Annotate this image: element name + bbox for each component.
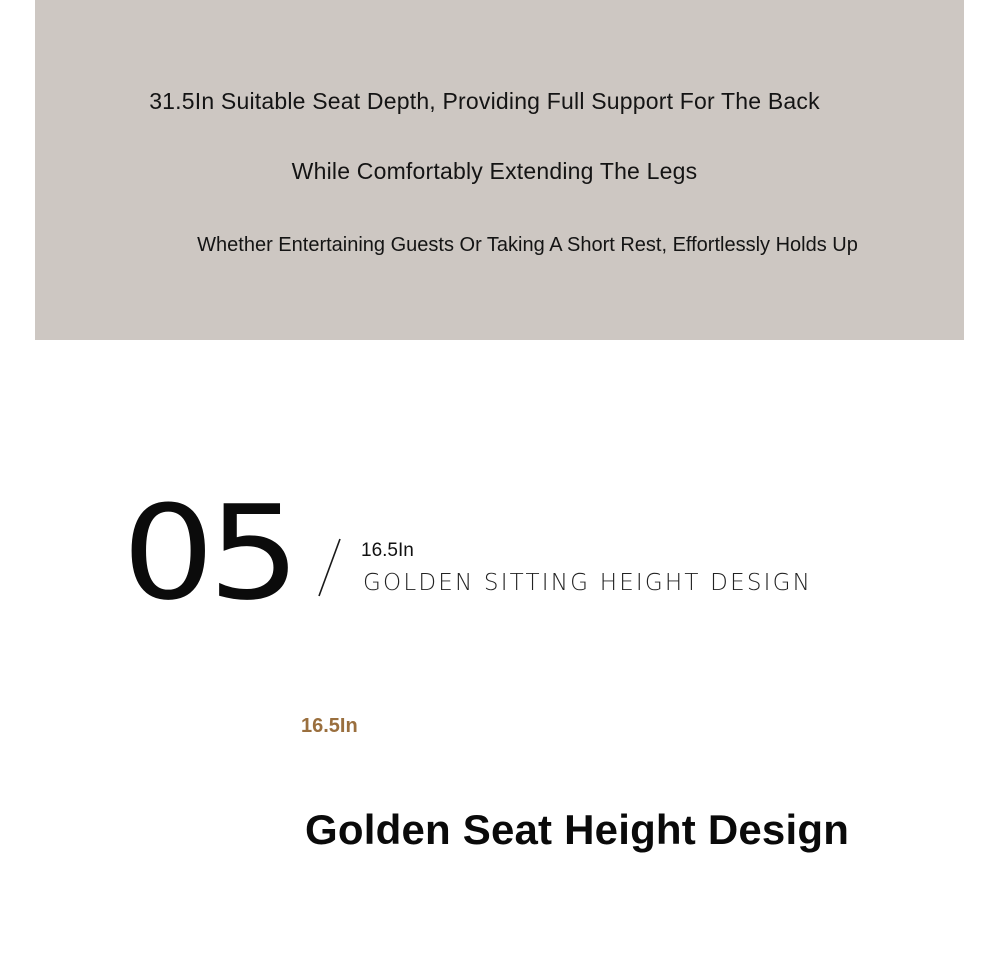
- banner-subheadline: While Comfortably Extending The Legs: [291, 158, 698, 184]
- banner-caption: Whether Entertaining Guests Or Taking A Short Rest, Effortlessly Holds Up: [197, 234, 858, 256]
- section-number: 05: [122, 477, 294, 629]
- slash-divider: [316, 538, 344, 598]
- section-measure-label: 16.5In: [361, 540, 414, 561]
- seat-height-value: 16.5In: [301, 715, 358, 737]
- seat-depth-banner: [35, 0, 964, 340]
- feature-title: Golden Seat Height Design: [305, 806, 850, 853]
- banner-headline: 31.5In Suitable Seat Depth, Providing Full Support For The Back: [149, 88, 820, 114]
- section-title: GOLDEN SITTING HEIGHT DESIGN: [363, 570, 813, 596]
